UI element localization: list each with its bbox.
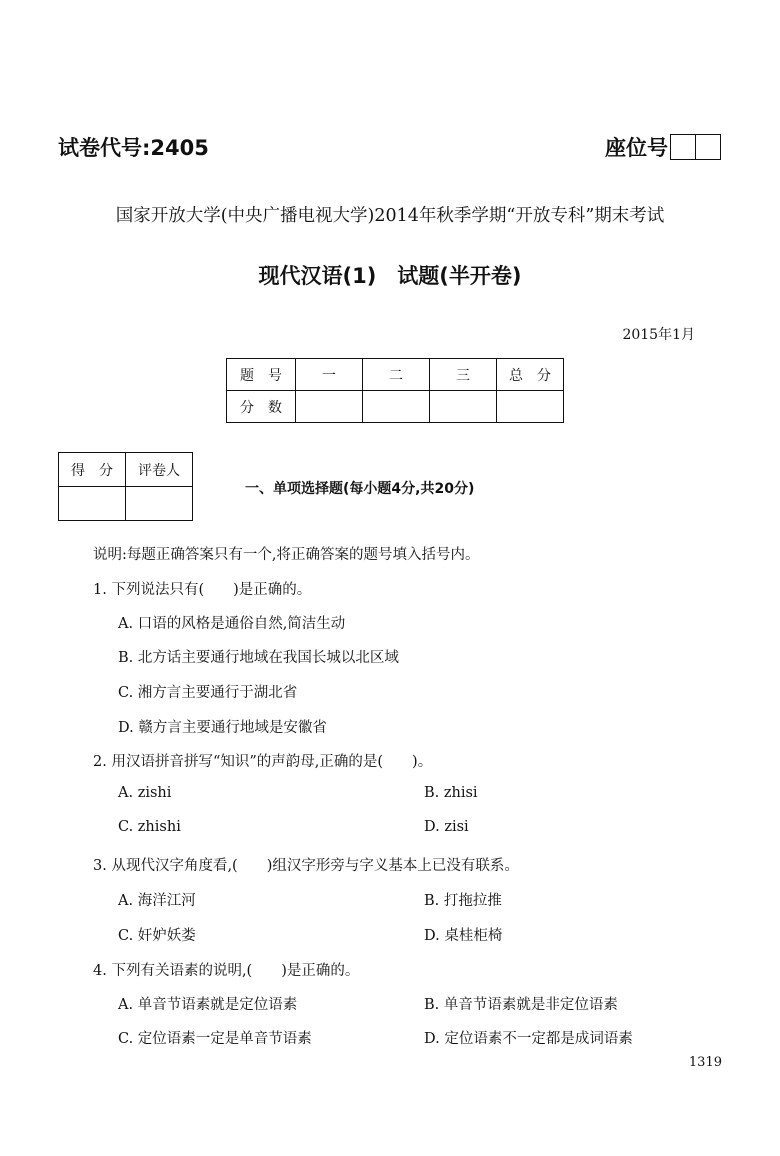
seat-box xyxy=(670,134,696,160)
score-table-cell xyxy=(296,391,363,423)
option-text: C. 湘方言主要通行于湖北省 xyxy=(118,685,298,701)
section-heading: 一、单项选择题(每小题4分,共20分) xyxy=(245,481,475,497)
option-text: B. 打拖拉推 xyxy=(424,893,502,909)
option-text: B. 北方话主要通行地域在我国长城以北区域 xyxy=(118,650,399,666)
score-table-cell: 题 号 xyxy=(227,359,296,391)
score-table-row xyxy=(227,359,564,391)
score-table-row xyxy=(227,391,564,423)
paper-code: 试卷代号:2405 xyxy=(58,136,209,160)
page-number: 1319 xyxy=(688,1055,722,1070)
option-text: C. 定位语素一定是单音节语素 xyxy=(118,1031,312,1047)
exam-subtitle: 国家开放大学(中央广播电视大学)2014年秋季学期“开放专科”期末考试 xyxy=(115,206,665,226)
score-table-cell xyxy=(430,391,497,423)
option-text: A. 口语的风格是通俗自然,简洁生动 xyxy=(118,616,346,632)
grader-table xyxy=(58,452,193,521)
score-table-cell xyxy=(497,391,564,423)
grader-table-cell xyxy=(126,487,193,521)
grader-table-row xyxy=(59,487,193,521)
seat-box xyxy=(695,134,721,160)
option-text: A. zishi xyxy=(118,785,172,801)
option-text: C. zhishi xyxy=(118,819,181,835)
grader-table-row xyxy=(59,453,193,487)
score-table xyxy=(226,358,564,423)
grader-table-cell xyxy=(59,487,126,521)
score-table-cell: 分 数 xyxy=(227,391,296,423)
question-stem: 1. 下列说法只有( )是正确的。 xyxy=(93,582,312,598)
exam-title: 现代汉语(1) 试题(半开卷) xyxy=(258,264,522,288)
score-table-cell: 总 分 xyxy=(497,359,564,391)
option-text: D. 赣方言主要通行地域是安徽省 xyxy=(118,720,327,736)
question-stem: 4. 下列有关语素的说明,( )是正确的。 xyxy=(93,963,360,979)
grader-table-header: 得 分 xyxy=(59,453,126,487)
option-text: D. 桌桂柜椅 xyxy=(424,928,503,944)
instruction-text: 说明:每题正确答案只有一个,将正确答案的题号填入括号内。 xyxy=(93,547,480,563)
seat-label: 座位号 xyxy=(605,136,668,160)
exam-date: 2015年1月 xyxy=(622,327,695,343)
option-text: A. 海洋江河 xyxy=(118,893,196,909)
score-table-cell: 二 xyxy=(363,359,430,391)
option-text: D. zisi xyxy=(424,819,469,835)
question-stem: 2. 用汉语拼音拼写“知识”的声韵母,正确的是( )。 xyxy=(93,754,433,770)
score-table-cell: 三 xyxy=(430,359,497,391)
seat-number-field xyxy=(605,132,721,162)
option-text: B. 单音节语素就是非定位语素 xyxy=(424,997,618,1013)
question-stem: 3. 从现代汉字角度看,( )组汉字形旁与字义基本上已没有联系。 xyxy=(93,858,519,874)
score-table-cell: 一 xyxy=(296,359,363,391)
option-text: C. 奸妒妖娄 xyxy=(118,928,196,944)
option-text: D. 定位语素不一定都是成词语素 xyxy=(424,1031,633,1047)
score-table-cell xyxy=(363,391,430,423)
option-text: A. 单音节语素就是定位语素 xyxy=(118,997,298,1013)
grader-table-header: 评卷人 xyxy=(126,453,193,487)
option-text: B. zhisi xyxy=(424,785,478,801)
